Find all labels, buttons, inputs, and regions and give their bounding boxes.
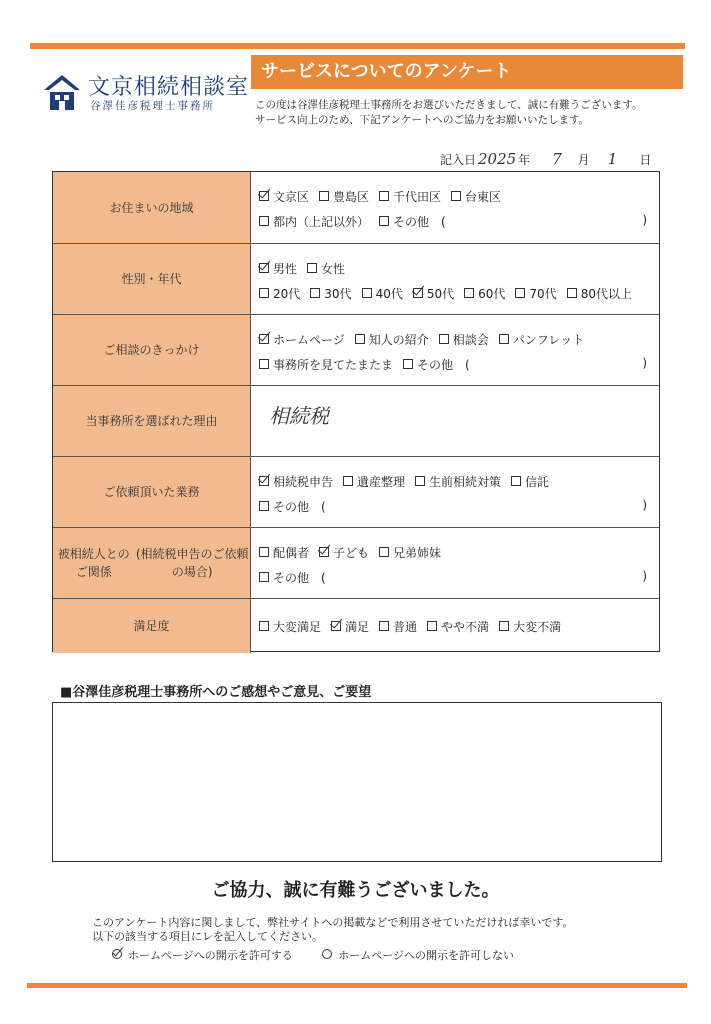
checkbox-icon[interactable] (259, 547, 269, 557)
consent-allow[interactable]: ホームページへの開示を許可する (112, 949, 293, 962)
option-line (259, 569, 649, 586)
checkbox-icon[interactable] (413, 288, 423, 298)
option-item[interactable]: その他 ( (259, 498, 326, 515)
row-label: ご依頼頂いた業務 (53, 457, 251, 527)
survey-row (53, 457, 659, 528)
option-item[interactable]: その他 ( (403, 356, 470, 373)
checkbox-icon[interactable] (259, 216, 269, 226)
checkbox-icon[interactable] (319, 191, 329, 201)
checkbox-icon[interactable] (259, 476, 269, 486)
checkbox-icon[interactable] (259, 359, 269, 369)
checkbox-icon[interactable] (259, 572, 269, 582)
row-options (259, 457, 649, 527)
option-item[interactable]: 信託 (511, 473, 549, 490)
brand-name: 文京相続相談室 (88, 75, 250, 100)
top-accent-bar (30, 43, 685, 49)
row-options (259, 528, 649, 598)
survey-row (53, 315, 659, 386)
row-options (259, 244, 649, 314)
checkbox-icon[interactable] (343, 476, 353, 486)
option-item[interactable]: 台東区 (451, 188, 501, 205)
checkbox-icon[interactable] (259, 501, 269, 511)
option-item[interactable]: ホームページ (259, 331, 345, 348)
checkbox-icon[interactable] (451, 191, 461, 201)
row-label: 性別・年代 (53, 244, 251, 314)
row-label: 満足度 (53, 599, 251, 653)
survey-row (53, 244, 659, 315)
row-label: 被相続人とのご関係 (相続税申告のご依頼の場合) (53, 528, 251, 598)
deny-radio-icon[interactable] (322, 949, 332, 959)
thanks-message: ご協力、誠に有難うございました。 (211, 880, 500, 901)
paren-close: ) (642, 356, 647, 370)
checkbox-icon[interactable] (427, 621, 437, 631)
intro-text: この度は谷澤佳彦税理士事務所をお選びいただきまして、誠に有難うございます。 サービス向上のため、下記アンケートへのご協力をお願いいたします。 (255, 99, 643, 126)
option-item[interactable]: 配偶者 (259, 544, 309, 561)
entry-date: 記入日 2025 年 7 月 1 日 (440, 150, 652, 168)
option-item[interactable]: 満足 (331, 618, 369, 635)
option-item[interactable]: 都内（上記以外） (259, 213, 369, 230)
option-line (259, 544, 649, 561)
option-item[interactable]: 男性 (259, 260, 297, 277)
option-item[interactable]: 70代 (515, 285, 556, 302)
checkbox-icon[interactable] (331, 621, 341, 631)
option-item[interactable]: 30代 (310, 285, 351, 302)
checkbox-icon[interactable] (379, 621, 389, 631)
option-item[interactable]: パンフレット (499, 331, 584, 348)
survey-table (52, 171, 660, 652)
checkbox-icon[interactable] (439, 334, 449, 344)
option-item[interactable]: 60代 (464, 285, 505, 302)
survey-title: サービスについてのアンケート (251, 55, 683, 89)
option-item[interactable]: 女性 (307, 260, 345, 277)
consent-deny[interactable]: ホームページへの開示を許可しない (322, 949, 514, 962)
checkbox-icon[interactable] (379, 547, 389, 557)
checkbox-icon[interactable] (464, 288, 474, 298)
option-item[interactable]: 文京区 (259, 188, 309, 205)
checkbox-icon[interactable] (259, 263, 269, 273)
row-label: ご相談のきっかけ (53, 315, 251, 385)
checkbox-icon[interactable] (567, 288, 577, 298)
survey-row (53, 528, 659, 599)
row-options (259, 172, 649, 243)
house-logo-icon (42, 73, 82, 111)
option-item[interactable]: 80代以上 (567, 285, 632, 302)
row-options (259, 599, 649, 653)
checkbox-icon[interactable] (515, 288, 525, 298)
option-item[interactable]: その他 ( (379, 213, 446, 230)
handwritten-answer: 相続税 (269, 404, 329, 428)
checkbox-icon[interactable] (259, 191, 269, 201)
row-options (259, 386, 649, 456)
option-line (259, 473, 649, 490)
option-item[interactable]: 子ども (319, 544, 369, 561)
paren-close: ) (642, 213, 647, 227)
option-line (259, 498, 649, 515)
checkbox-icon[interactable] (310, 288, 320, 298)
option-item[interactable]: 普通 (379, 618, 417, 635)
row-label: お住まいの地域 (53, 172, 251, 243)
option-item[interactable]: 遺産整理 (343, 473, 405, 490)
checkbox-icon[interactable] (307, 263, 317, 273)
option-item[interactable]: 相続税申告 (259, 473, 333, 490)
survey-row (53, 172, 659, 244)
checkbox-icon[interactable] (355, 334, 365, 344)
survey-row (53, 386, 659, 457)
paren-close: ) (642, 498, 647, 512)
checkbox-icon[interactable] (415, 476, 425, 486)
option-item[interactable]: やや不満 (427, 618, 489, 635)
checkbox-icon[interactable] (259, 621, 269, 631)
option-line (259, 285, 649, 302)
row-label: 当事務所を選ばれた理由 (53, 386, 251, 456)
comment-box[interactable] (52, 702, 662, 862)
option-line (259, 356, 649, 373)
checkbox-icon[interactable] (379, 191, 389, 201)
checkbox-icon[interactable] (319, 547, 329, 557)
option-item[interactable]: 相談会 (439, 331, 489, 348)
checkbox-icon[interactable] (499, 621, 509, 631)
bottom-accent-bar (27, 983, 687, 988)
checkbox-icon[interactable] (511, 476, 521, 486)
option-item[interactable]: 千代田区 (379, 188, 441, 205)
option-item[interactable]: 大変満足 (259, 618, 321, 635)
option-item[interactable]: 豊島区 (319, 188, 369, 205)
option-item[interactable]: 生前相続対策 (415, 473, 501, 490)
allow-check-icon[interactable] (112, 949, 122, 959)
row-options (259, 315, 649, 385)
option-item[interactable]: 20代 (259, 285, 300, 302)
option-line (259, 618, 649, 635)
consent-text: このアンケート内容に関しまして、弊社サイトへの掲載などで利用させていただければ幸いです。 以下の該当する項目にレを記入してください。 (92, 916, 574, 943)
option-item[interactable]: 知人の紹介 (355, 331, 429, 348)
option-line (259, 188, 649, 205)
checkbox-icon[interactable] (259, 288, 269, 298)
survey-row (53, 599, 659, 653)
option-item[interactable]: 40代 (362, 285, 403, 302)
option-line (259, 213, 649, 230)
checkbox-icon[interactable] (362, 288, 372, 298)
option-item[interactable]: その他 ( (259, 569, 326, 586)
checkbox-icon[interactable] (499, 334, 509, 344)
checkbox-icon[interactable] (379, 216, 389, 226)
option-item[interactable]: 兄弟姉妹 (379, 544, 441, 561)
option-line (259, 331, 649, 348)
comment-title: ■谷澤佳彦税理士事務所へのご感想やご意見、ご要望 (60, 685, 372, 700)
paren-close: ) (642, 569, 647, 583)
consent-options (112, 947, 514, 963)
option-item[interactable]: 大変不満 (499, 618, 561, 635)
option-item[interactable]: 事務所を見てたまたま (259, 356, 393, 373)
option-item[interactable]: 50代 (413, 285, 454, 302)
checkbox-icon[interactable] (403, 359, 413, 369)
checkbox-icon[interactable] (259, 334, 269, 344)
brand-subtitle: 谷澤佳彦税理士事務所 (90, 100, 215, 112)
option-line (259, 260, 649, 277)
